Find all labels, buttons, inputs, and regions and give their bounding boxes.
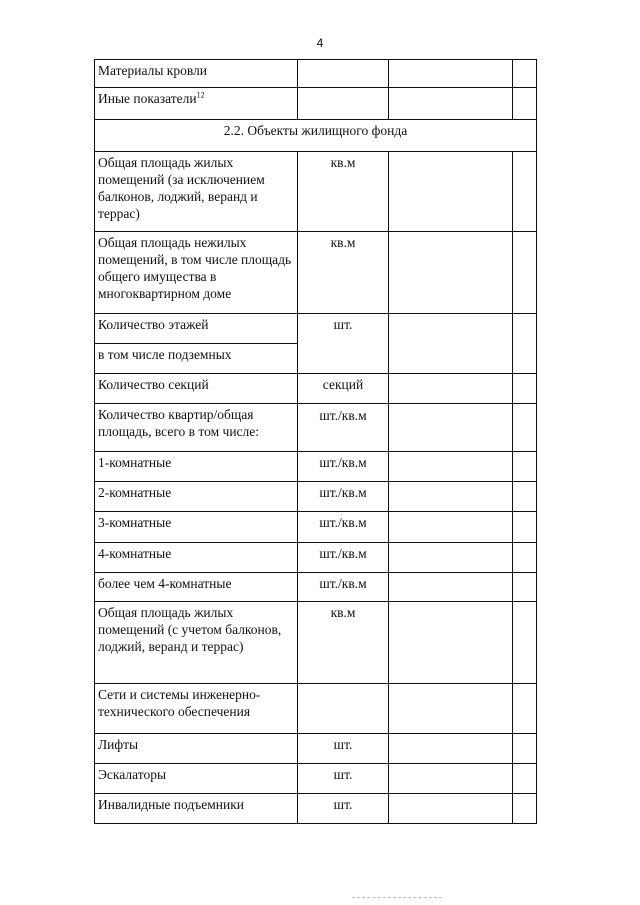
row-label-lifts-disabled: Инвалидные подъемники xyxy=(95,794,298,824)
value-cell xyxy=(389,404,513,452)
row-label-other-indicators xyxy=(95,88,298,120)
value-cell xyxy=(389,232,513,314)
value-cell xyxy=(513,404,537,452)
value-cell xyxy=(513,482,537,512)
table-row xyxy=(95,602,537,684)
section-row xyxy=(95,120,537,152)
value-cell xyxy=(389,88,513,120)
unit-cell xyxy=(298,60,389,88)
value-cell xyxy=(389,602,513,684)
value-cell xyxy=(513,152,537,232)
row-label-rooms-4: 4-комнатные xyxy=(95,543,298,573)
row-label-roof-materials: Материалы кровли xyxy=(95,60,298,88)
unit-cell xyxy=(298,88,389,120)
row-label-rooms-1: 1-комнатные xyxy=(95,452,298,482)
table-row xyxy=(95,684,537,734)
table-row xyxy=(95,573,537,602)
building-indicators-table xyxy=(94,59,537,824)
table-row xyxy=(95,374,537,404)
value-cell xyxy=(513,88,537,120)
unit-cell: шт./кв.м xyxy=(298,482,389,512)
table-row xyxy=(95,794,537,824)
unit-cell: шт./кв.м xyxy=(298,543,389,573)
table-row xyxy=(95,734,537,764)
other-indicators-text: Иные показатели xyxy=(98,91,197,106)
table-row xyxy=(95,543,537,573)
unit-cell: шт./кв.м xyxy=(298,404,389,452)
value-cell xyxy=(389,543,513,573)
value-cell xyxy=(389,60,513,88)
row-label-sections: Количество секций xyxy=(95,374,298,404)
value-cell xyxy=(513,512,537,543)
value-cell xyxy=(513,314,537,374)
section-title: 2.2. Объекты жилищного фонда xyxy=(95,120,537,152)
table-row xyxy=(95,232,537,314)
unit-cell: шт./кв.м xyxy=(298,452,389,482)
row-label-rooms-2: 2-комнатные xyxy=(95,482,298,512)
value-cell xyxy=(513,60,537,88)
value-cell xyxy=(513,602,537,684)
value-cell xyxy=(389,764,513,794)
value-cell xyxy=(513,374,537,404)
table-row xyxy=(95,482,537,512)
table-row xyxy=(95,88,537,120)
value-cell xyxy=(389,374,513,404)
value-cell xyxy=(389,734,513,764)
value-cell xyxy=(513,764,537,794)
value-cell xyxy=(389,452,513,482)
scan-artifact-line xyxy=(352,897,442,899)
table-row xyxy=(95,512,537,543)
unit-cell: шт./кв.м xyxy=(298,512,389,543)
value-cell xyxy=(513,232,537,314)
table-row xyxy=(95,152,537,232)
row-label-escalators: Эскалаторы xyxy=(95,764,298,794)
row-label-living-area-excl: Общая площадь жилых помещений (за исключением балконов, лоджий, веранд и террас) xyxy=(95,152,298,232)
table-row xyxy=(95,764,537,794)
table-row xyxy=(95,452,537,482)
value-cell xyxy=(513,543,537,573)
value-cell xyxy=(389,684,513,734)
value-cell xyxy=(389,482,513,512)
row-label-living-area-incl: Общая площадь жилых помещений (с учетом балконов, лоджий, веранд и террас) xyxy=(95,602,298,684)
value-cell xyxy=(389,314,513,374)
value-cell xyxy=(513,794,537,824)
row-label-nonliving-area: Общая площадь нежилых помещений, в том числе площадь общего имущества в многоквартирном доме xyxy=(95,232,298,314)
table-row xyxy=(95,60,537,88)
value-cell xyxy=(513,573,537,602)
row-label-elevators: Лифты xyxy=(95,734,298,764)
unit-cell: шт. xyxy=(298,764,389,794)
unit-cell: шт. xyxy=(298,314,389,374)
row-label-rooms-more: более чем 4-комнатные xyxy=(95,573,298,602)
row-label-rooms-3: 3-комнатные xyxy=(95,512,298,543)
value-cell xyxy=(389,573,513,602)
footnote-marker: 12 xyxy=(196,90,205,100)
table-row xyxy=(95,314,537,344)
page-number: 4 xyxy=(316,36,324,50)
unit-cell: шт. xyxy=(298,794,389,824)
value-cell xyxy=(389,512,513,543)
row-label-networks: Сети и системы инженерно-технического обеспечения xyxy=(95,684,298,734)
value-cell xyxy=(513,452,537,482)
value-cell xyxy=(389,152,513,232)
value-cell xyxy=(513,684,537,734)
unit-cell: кв.м xyxy=(298,232,389,314)
unit-cell xyxy=(298,684,389,734)
value-cell xyxy=(389,794,513,824)
row-label-floors: Количество этажей xyxy=(95,314,298,344)
value-cell xyxy=(513,734,537,764)
unit-cell: секций xyxy=(298,374,389,404)
unit-cell: кв.м xyxy=(298,152,389,232)
unit-cell: шт./кв.м xyxy=(298,573,389,602)
table-row xyxy=(95,404,537,452)
unit-cell: кв.м xyxy=(298,602,389,684)
unit-cell: шт. xyxy=(298,734,389,764)
row-label-apartments: Количество квартир/общая площадь, всего в том числе: xyxy=(95,404,298,452)
row-label-underground: в том числе подземных xyxy=(95,344,298,374)
